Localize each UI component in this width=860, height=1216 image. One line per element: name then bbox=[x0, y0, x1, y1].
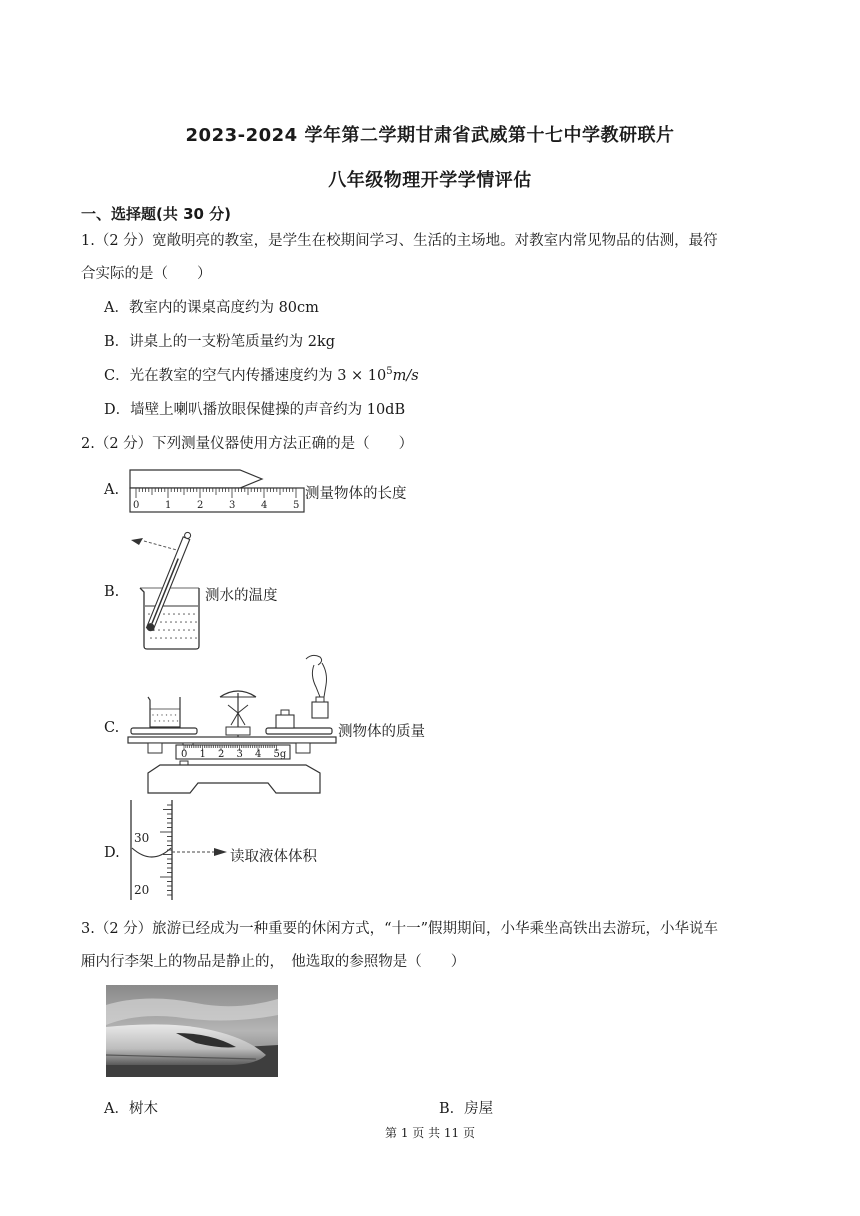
water-dot bbox=[195, 621, 197, 623]
water-dot bbox=[150, 637, 152, 639]
q1-option-c-exponent: 5 bbox=[386, 366, 393, 378]
water-dot bbox=[190, 621, 192, 623]
liquid-dot bbox=[170, 714, 171, 715]
q2-option-a-caption: 测量物体的长度 bbox=[305, 486, 407, 502]
balance-tick-label: 4 bbox=[255, 749, 262, 760]
water-dot bbox=[173, 629, 175, 631]
water-dot bbox=[190, 637, 192, 639]
q3-option-b: B．房屋 bbox=[439, 1101, 494, 1117]
water-dot bbox=[178, 629, 180, 631]
q2-option-a-label: A. bbox=[104, 482, 120, 498]
eye-icon bbox=[214, 848, 227, 856]
ruler-body bbox=[130, 488, 304, 512]
water-dot bbox=[163, 613, 165, 615]
water-dot bbox=[175, 621, 177, 623]
liquid-dot bbox=[166, 714, 167, 715]
water-dot bbox=[195, 637, 197, 639]
q1-stem-line2: 合实际的是（ ） bbox=[81, 266, 212, 282]
q2-stem: 2.（2 分）下列测量仪器使用方法正确的是（ ） bbox=[81, 436, 414, 452]
q1-option-c-text: C．光在教室的空气内传播速度约为 3 × 10 bbox=[104, 368, 387, 384]
thermometer-beaker-figure bbox=[128, 530, 208, 652]
water-dot bbox=[163, 629, 165, 631]
q1-option-a: A．教室内的课桌高度约为 80cm bbox=[104, 300, 319, 316]
document-title: 2023-2024 学年第二学期甘肃省武威第十七中学教研联片 bbox=[185, 125, 675, 146]
page-number-footer: 第 1 页 共 11 页 bbox=[385, 1126, 475, 1140]
water-dot bbox=[183, 613, 185, 615]
liquid-dot bbox=[168, 720, 169, 721]
q1-option-c bbox=[104, 364, 419, 385]
water-dot bbox=[193, 613, 195, 615]
water-dot bbox=[185, 621, 187, 623]
high-speed-train-photo bbox=[106, 985, 278, 1077]
q1-stem-line1: 1.（2 分）宽敞明亮的教室，是学生在校期间学习、生活的主场地。对教室内常见物品的估测，最符 bbox=[81, 233, 718, 249]
ruler-tick-label: 1 bbox=[165, 500, 172, 511]
liquid-dot bbox=[154, 720, 155, 721]
q2-option-b-label: B. bbox=[104, 584, 120, 600]
water-dot bbox=[165, 637, 167, 639]
water-dot bbox=[148, 613, 150, 615]
water-dot bbox=[180, 637, 182, 639]
ruler-tick-label: 4 bbox=[261, 500, 268, 511]
small-beaker bbox=[148, 697, 180, 727]
water-dot bbox=[180, 621, 182, 623]
graduated-cylinder-figure bbox=[128, 800, 232, 902]
water-dot bbox=[185, 637, 187, 639]
q2-option-d-label: D. bbox=[104, 845, 120, 861]
water-dot bbox=[170, 621, 172, 623]
q3-stem-line1: 3.（2 分）旅游已经成为一种重要的休闲方式，“十一”假期期间，小华乘坐高铁出去游玩，小华说车 bbox=[81, 921, 718, 937]
section-heading: 一、选择题(共 30 分) bbox=[81, 205, 232, 223]
balance-figure bbox=[128, 655, 338, 797]
ruler-tick-label: 2 bbox=[197, 500, 204, 511]
water-dot bbox=[188, 613, 190, 615]
balance-tick-label: 5g bbox=[273, 749, 287, 760]
water-dot bbox=[160, 621, 162, 623]
liquid-dot bbox=[161, 714, 162, 715]
q2-option-c-label: C. bbox=[104, 720, 120, 736]
water-dot bbox=[165, 621, 167, 623]
liquid-dot bbox=[175, 714, 176, 715]
q1-option-b: B．讲桌上的一支粉笔质量约为 2kg bbox=[104, 334, 336, 350]
water-dot bbox=[158, 629, 160, 631]
balance-tick-label: 0 bbox=[181, 749, 188, 760]
q2-option-c-caption: 测物体的质量 bbox=[338, 724, 425, 740]
liquid-dot bbox=[157, 714, 158, 715]
liquid-dot bbox=[172, 720, 173, 721]
liquid-dot bbox=[152, 714, 153, 715]
ruler-tick-label: 0 bbox=[133, 500, 140, 511]
balance-tick-label: 1 bbox=[199, 749, 206, 760]
water-dot bbox=[188, 629, 190, 631]
cylinder-tick-30: 30 bbox=[134, 831, 150, 845]
pencil-shape bbox=[130, 470, 262, 488]
water-dot bbox=[168, 629, 170, 631]
water-dot bbox=[160, 637, 162, 639]
water-dot bbox=[175, 637, 177, 639]
water-dot bbox=[173, 613, 175, 615]
cylinder-tick-20: 20 bbox=[134, 883, 150, 897]
water-dot bbox=[155, 637, 157, 639]
liquid-dot bbox=[163, 720, 164, 721]
document-subtitle: 八年级物理开学学情评估 bbox=[328, 170, 532, 191]
liquid-dot bbox=[177, 720, 178, 721]
q2-option-b-caption: 测水的温度 bbox=[205, 588, 278, 604]
q1-option-d: D．墙壁上喇叭播放眼保健操的声音约为 10dB bbox=[104, 402, 406, 418]
ruler-tick-label: 3 bbox=[229, 500, 236, 511]
balance-tick-label: 2 bbox=[218, 749, 225, 760]
q3-option-a: A．树木 bbox=[104, 1101, 158, 1117]
ruler-tick-label: 5 bbox=[293, 500, 300, 511]
water-dot bbox=[178, 613, 180, 615]
eye-icon bbox=[131, 538, 143, 545]
meniscus bbox=[132, 848, 171, 857]
q3-stem-line2: 厢内行李架上的物品是静止的， 他选取的参照物是（ ） bbox=[81, 954, 466, 970]
q2-option-d-caption: 读取液体体积 bbox=[230, 849, 317, 865]
water-dot bbox=[168, 613, 170, 615]
balance-tick-label: 3 bbox=[236, 749, 243, 760]
water-dot bbox=[183, 629, 185, 631]
balance-base bbox=[148, 765, 320, 793]
water-dot bbox=[170, 637, 172, 639]
liquid-dot bbox=[159, 720, 160, 721]
ruler-figure bbox=[128, 466, 308, 514]
water-dot bbox=[193, 629, 195, 631]
q1-option-c-unit: m/s bbox=[392, 368, 419, 384]
